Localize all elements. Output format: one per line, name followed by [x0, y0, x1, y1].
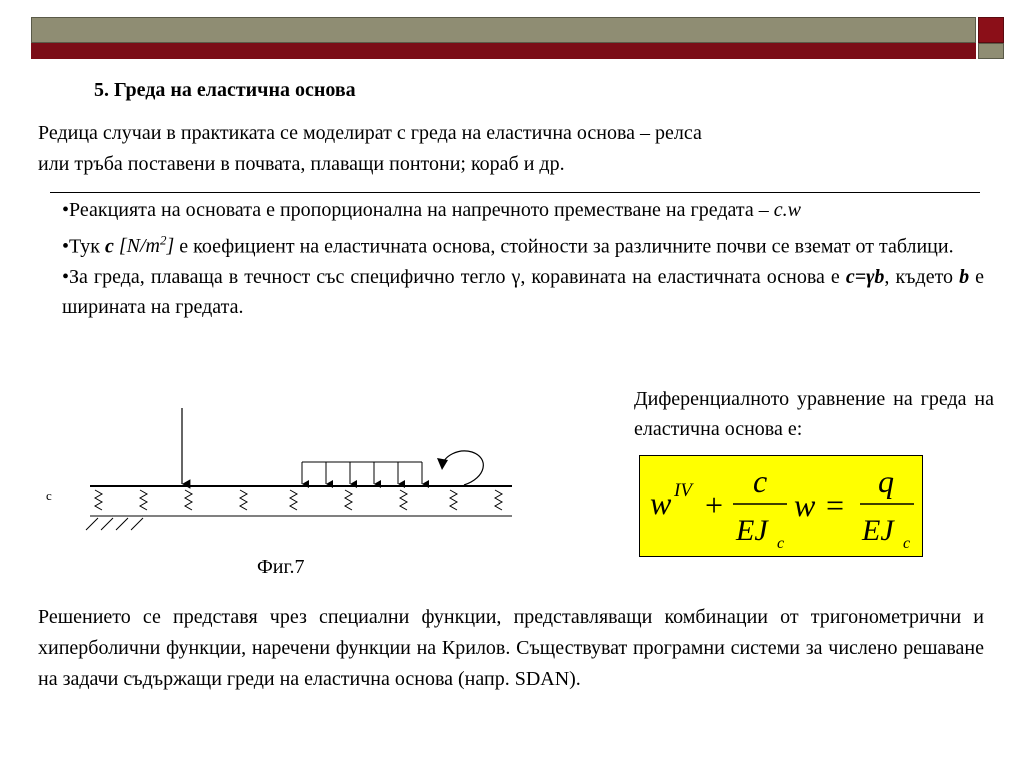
eq-numerator-q: q — [878, 463, 894, 499]
bullet-2: •Тук c $[N/m^2]$ е коефициент на еластичната основа, стойности за различните почви се вземат от таблици. — [62, 232, 954, 258]
slide-title: 5. Греда на еластична основа — [94, 79, 356, 101]
springs — [95, 490, 502, 510]
differential-equation-intro: Диференциалното уравнение на греда на еластична основа е: — [634, 388, 994, 440]
bullet-3: •За греда, плаваща в течност със специфично тегло γ, коравината на еластичната основа е c=γb, където b е ширината на гредата. — [62, 265, 984, 319]
intro-line-2: или тръба поставени в почвата, плаващи понтони; кораб и др. — [38, 153, 565, 175]
moment-arrowhead — [437, 458, 448, 470]
eq-subscript-c-1: c — [777, 535, 785, 552]
equation-formula — [640, 456, 924, 558]
header-square-olive — [978, 43, 1004, 59]
eq-w: w — [650, 485, 672, 521]
spring-label-c: c — [46, 488, 52, 503]
eq-iv-superscript: IV — [674, 480, 692, 501]
header-square-maroon — [978, 17, 1004, 43]
bullet-1: •Реакцията на основата е пропорционална на напречното преместване на гредата – c.w — [62, 199, 801, 221]
divider-line — [50, 192, 980, 193]
moment-arc — [442, 451, 483, 485]
beam-figure — [40, 400, 520, 555]
eq-numerator-c: c — [753, 463, 768, 499]
solution-paragraph — [38, 602, 984, 695]
bullet-list — [62, 195, 984, 323]
distributed-load — [302, 462, 422, 484]
header-bar-maroon — [31, 43, 976, 59]
figure-caption: Фиг.7 — [257, 556, 305, 578]
header-bar-olive — [31, 17, 976, 43]
eq-denominator-ej-2: EJ — [862, 514, 894, 547]
solution-text: Решението се представя чрез специални функции, представляващи комбинации от тригонометрични и хиперболични функции, наречени функции на Крилов. Съществуват програмни системи за числено решаване на задачи съдържащи греди на еластична основа (напр. SDAN). — [38, 606, 984, 690]
ground-hatch — [86, 518, 143, 530]
beam-diagram — [40, 400, 520, 550]
intro-paragraph — [38, 118, 938, 180]
eq-equals: = — [826, 487, 845, 523]
eq-denominator-ej-1: EJ — [736, 514, 768, 547]
equation-box — [639, 455, 923, 557]
eq-w2: w — [794, 487, 816, 523]
eq-plus: + — [705, 487, 724, 523]
intro-line-1: Редица случаи в практиката се моделират с греда на еластична основа – релса — [38, 122, 702, 144]
eq-subscript-c-2: c — [903, 535, 911, 552]
